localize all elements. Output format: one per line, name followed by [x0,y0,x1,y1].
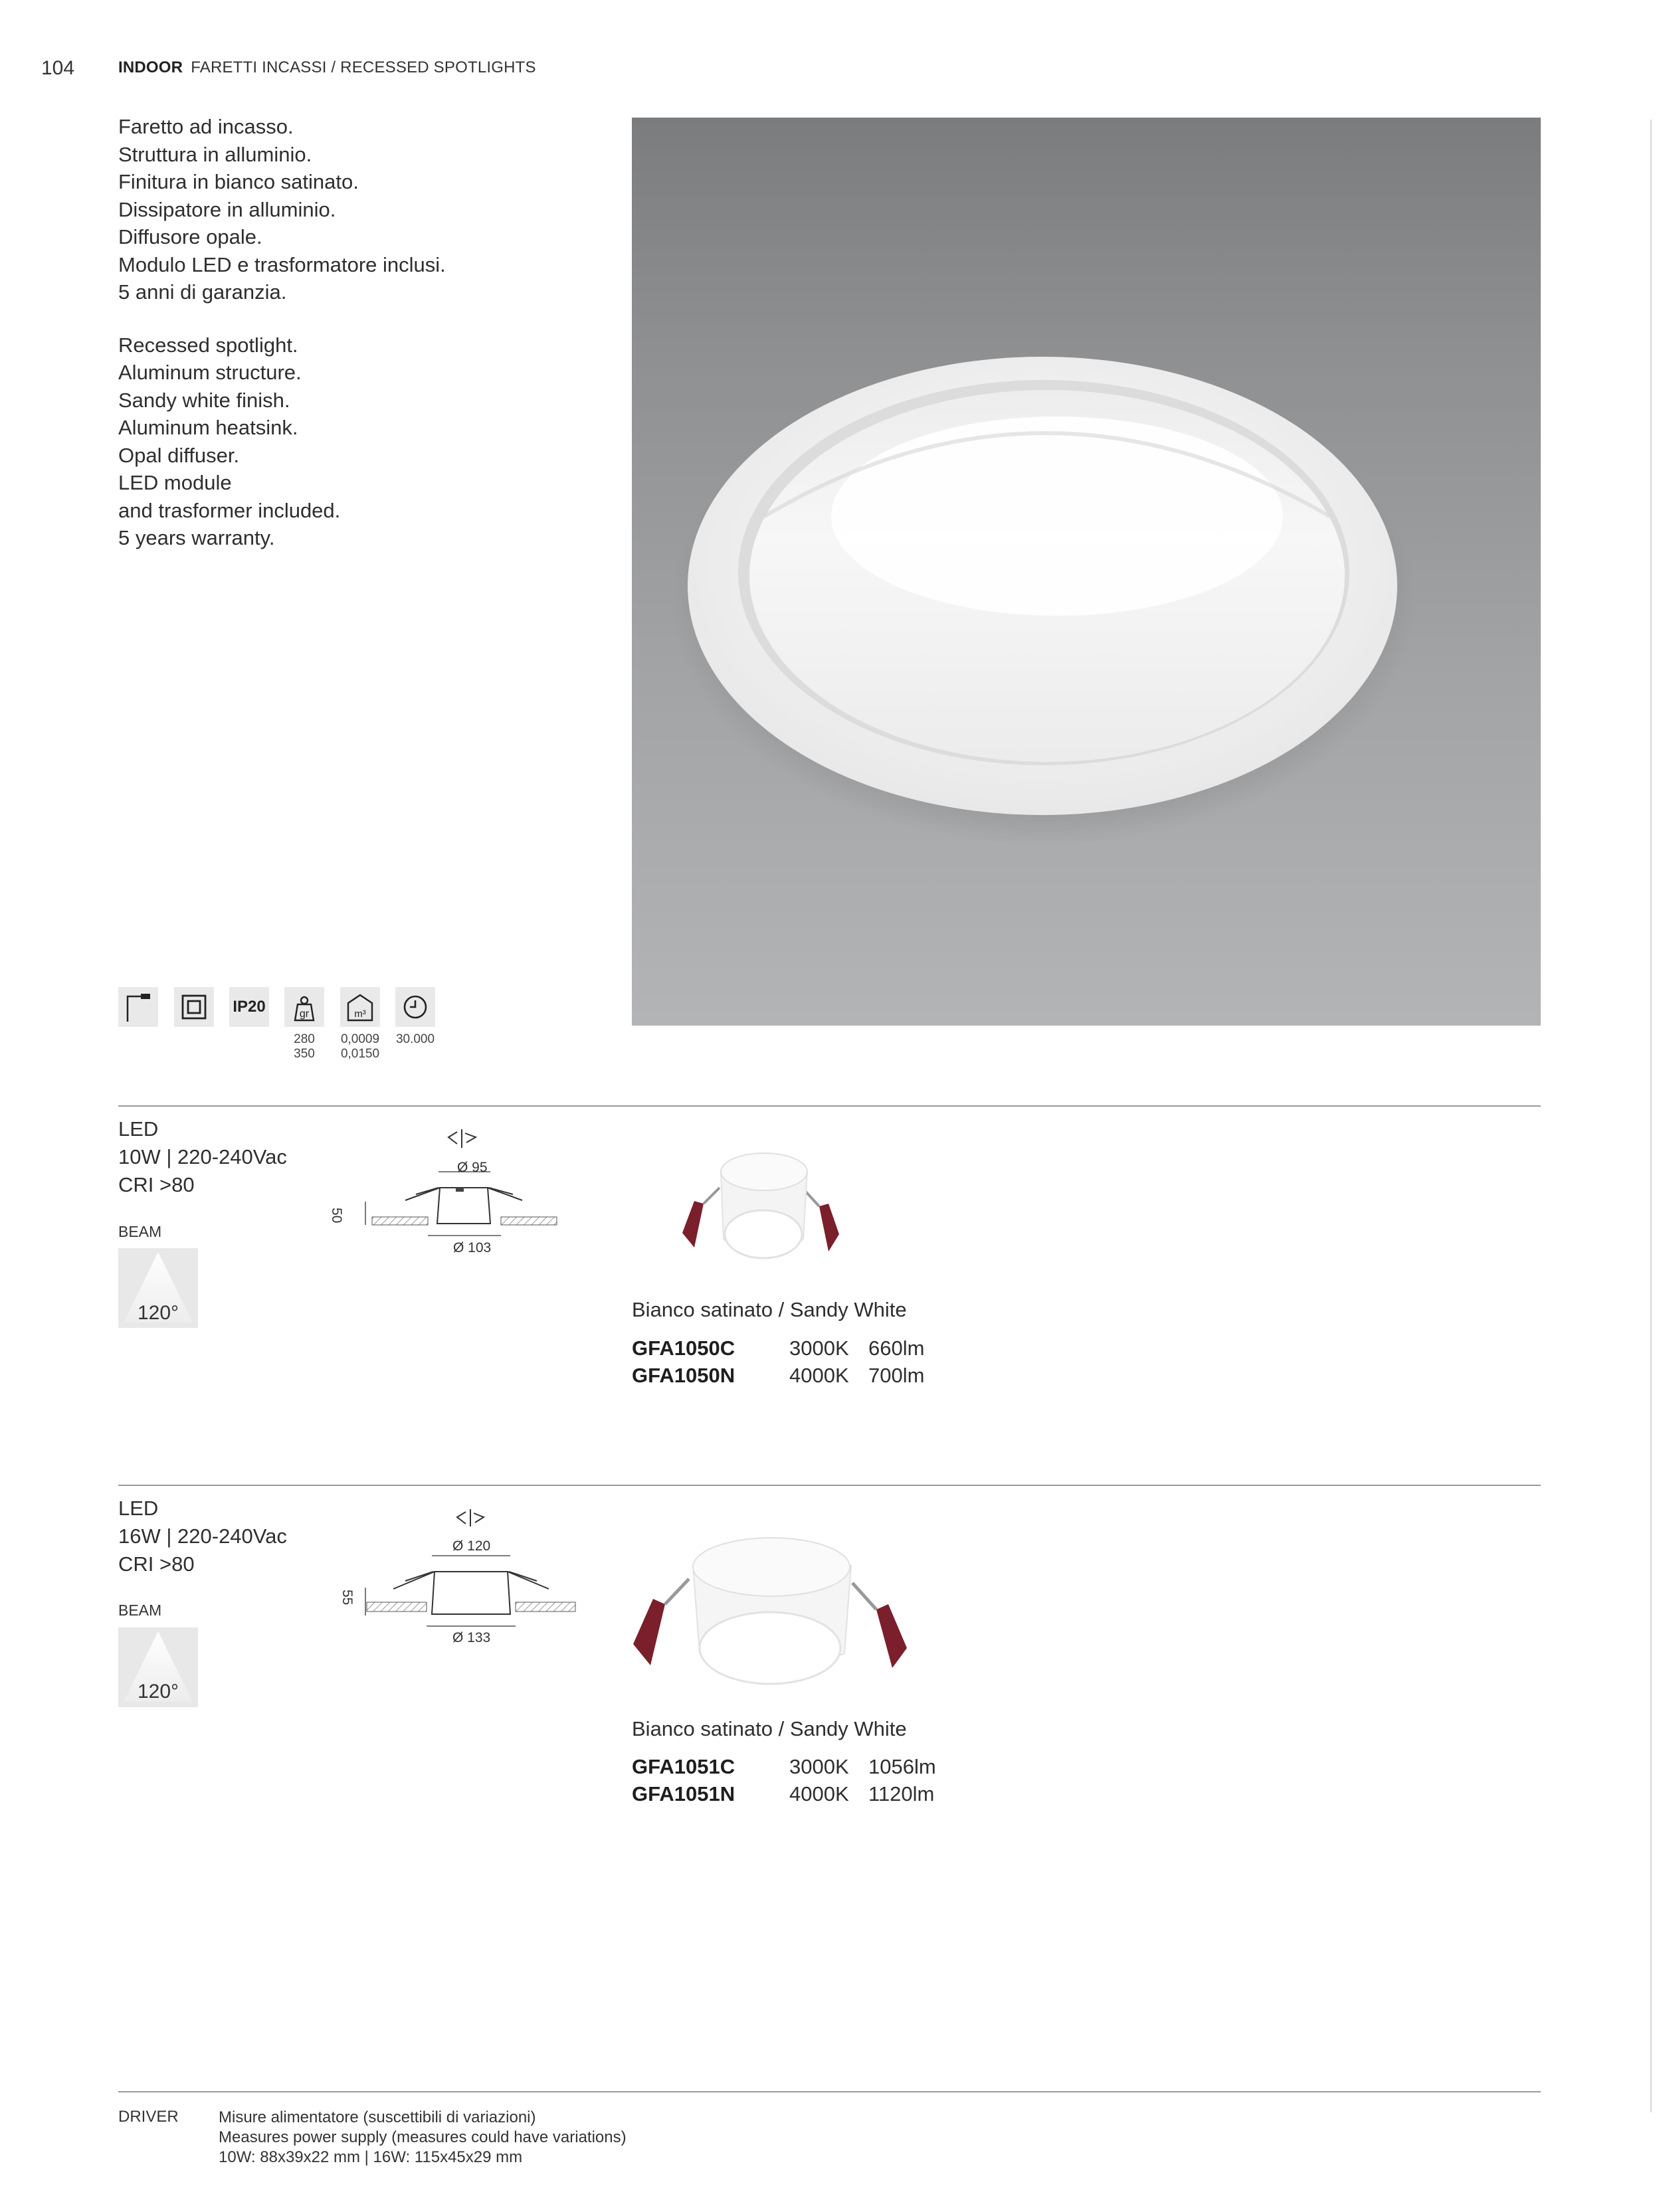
desc-en-line: Aluminum heatsink. [118,416,298,439]
driver-line: Measures power supply (measures could have variations) [219,2128,627,2146]
height-dimension: 50 [329,1208,344,1224]
svg-text:gr: gr [299,1008,310,1020]
weight-value: 350 [294,1047,315,1061]
top-diameter: Ø 95 [457,1160,488,1175]
product-thumbnail [628,1518,914,1694]
bottom-diameter: Ø 133 [452,1630,491,1645]
page-header [118,58,536,77]
recessed-mount-icon [118,987,158,1027]
beam-label: BEAM [118,1602,162,1619]
led-type: LED [118,1117,159,1141]
desc-en-line: Aluminum structure. [118,361,302,384]
desc-en-line: and trasformer included. [118,498,341,522]
color-temperature: 3000K [789,1755,849,1778]
luminous-flux: 700lm [868,1364,925,1387]
desc-it-line: Faretto ad incasso. [118,115,294,138]
desc-it-line: Diffusore opale. [118,225,262,248]
driver-label: DRIVER [118,2108,179,2126]
height-dimension: 55 [340,1590,355,1606]
led-cri: CRI >80 [118,1552,195,1576]
section-subtitle: FARETTI INCASSI / RECESSED SPOTLIGHTS [191,58,536,76]
finish-label: Bianco satinato / Sandy White [632,1717,907,1740]
page-edge [1650,120,1652,2112]
luminous-flux: 1056lm [868,1755,936,1778]
product-specs [118,1115,287,1199]
volume-values [335,1032,385,1061]
beam-label: BEAM [118,1223,162,1240]
lifetime-hours-icon [395,987,435,1027]
weight-icon [284,987,324,1027]
product-photo [632,118,1541,1026]
desc-en-line: Sandy white finish. [118,388,290,412]
product-code: GFA1051C [632,1755,735,1778]
volume-value: 0,0150 [340,1047,380,1061]
desc-it-line: 5 anni di garanzia. [118,280,287,304]
desc-en-line: 5 years warranty. [118,526,275,549]
led-type: LED [118,1497,159,1520]
desc-it-line: Dissipatore in alluminio. [118,197,336,221]
svg-text:m³: m³ [354,1008,366,1020]
bottom-diameter: Ø 103 [453,1240,492,1255]
weight-values [284,1032,324,1061]
class-ii-insulation-icon [174,987,214,1027]
driver-line: Misure alimentatore (suscettibili di variazioni) [219,2108,536,2126]
product-code: GFA1050N [632,1364,735,1387]
product-description [118,113,446,552]
lifetime-value: 30.000 [395,1032,435,1046]
footer-divider [118,2091,1541,2092]
finish-label: Bianco satinato / Sandy White [632,1298,907,1321]
desc-it-line: Struttura in alluminio. [118,142,312,166]
product-code: GFA1050C [632,1336,735,1360]
beam-angle: 120° [138,1302,179,1324]
desc-it-line: Finitura in bianco satinato. [118,170,359,193]
product-thumbnail [654,1135,880,1271]
ip-rating-badge: IP20 [229,987,269,1027]
beam-angle: 120° [138,1681,179,1703]
led-power: 16W | 220-240Vac [118,1524,287,1548]
led-cri: CRI >80 [118,1173,195,1196]
driver-line: 10W: 88x39x22 mm | 16W: 115x45x29 mm [219,2148,523,2166]
technical-drawing [339,1503,585,1645]
top-diameter: Ø 120 [452,1538,491,1554]
desc-it-line: Modulo LED e trasformatore inclusi. [118,252,446,276]
desc-en-line: LED module [118,471,232,494]
page-number: 104 [41,57,75,79]
product-specs [118,1495,287,1578]
luminous-flux: 1120lm [868,1782,935,1805]
volume-value: 0,0009 [340,1032,380,1046]
driver-info [219,2108,627,2167]
color-temperature: 3000K [789,1336,849,1360]
section-title: INDOOR [118,58,183,76]
color-temperature: 4000K [789,1364,849,1387]
led-power: 10W | 220-240Vac [118,1145,287,1168]
color-temperature: 4000K [789,1782,849,1805]
desc-en-line: Recessed spotlight. [118,333,298,357]
section-divider [118,1105,1541,1107]
product-code: GFA1051N [632,1782,735,1805]
weight-value: 280 [294,1032,315,1046]
volume-icon [340,987,380,1027]
lifetime-values [390,1032,440,1047]
luminous-flux: 660lm [868,1336,925,1360]
desc-en-line: Opal diffuser. [118,443,240,467]
section-divider [118,1485,1541,1486]
